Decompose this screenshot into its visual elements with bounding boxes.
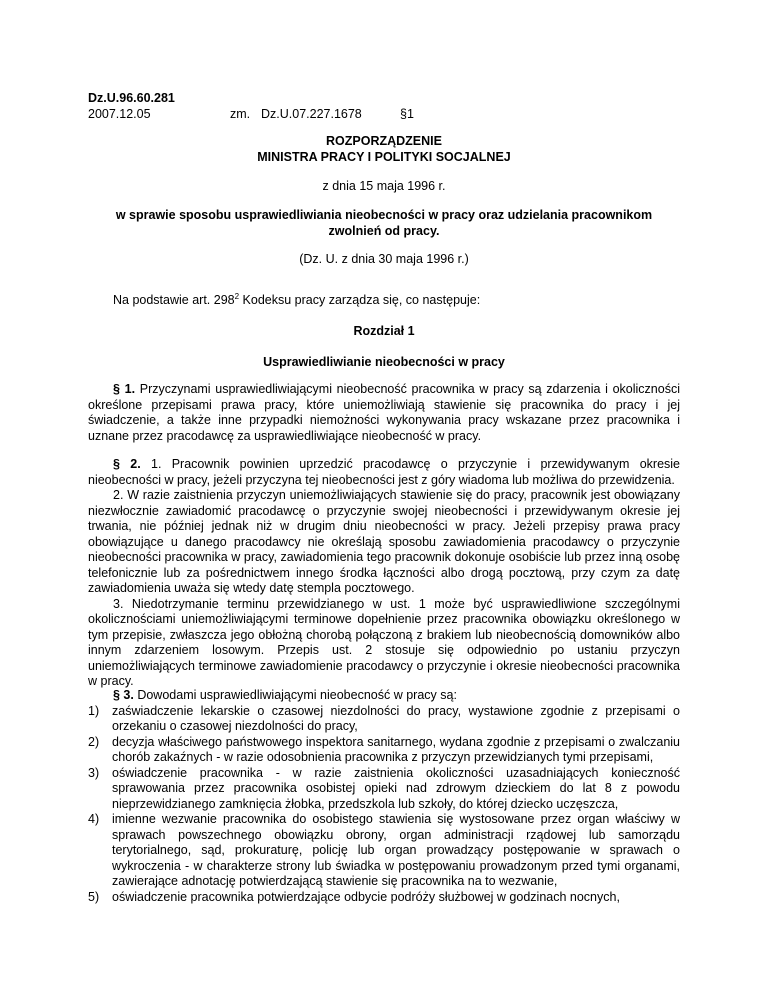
- preamble: [113, 292, 480, 308]
- subject-line-1: w sprawie sposobu usprawiedliwiania nieobecności w pracy oraz udzielania pracownikom: [115, 208, 653, 222]
- section-2-mark: § 2.: [113, 457, 141, 471]
- list-item-text: imienne wezwanie pracownika do osobistego stawienia się wystosowane przez organ właściwy w sprawach powszechnego obowiązku obrony, organ administracji rządowej lub samorządu terytorialnego, sąd, prokuraturę, policję lub organ prowadzący postępowanie w sprawach o wykroczenia - w charakterze strony lub świadka w postępowaniu prowadzonym przed tymi organami, zawierające adnotację potwierdzającą stawienie się pracownika na to wezwanie,: [112, 812, 680, 888]
- issue-date: z dnia 15 maja 1996 r.: [322, 179, 446, 193]
- list-item-number: 5): [88, 889, 100, 904]
- section-2-para-2: 2. W razie zaistnienia przyczyn uniemożliwiających stawienie się do pracy, pracownik jest obowiązany niezwłocznie zawiadomić pracodawcę o przyczynie swojej nieobecności i przewidywanym okresie jej trwania, nie później jednak niż w drugim dniu nieobecności w pracy. Jeżeli przepisy prawa pracy obowiązujące u danego pracodawcy nie określają sposobu zawiadomienia pracodawcy o przyczynie nieobecności pracownika w pracy, zawiadomienia tego pracownik dokonuje osobiście lub przez inną osobę telefonicznie lub za pośrednictwem innego środka łączności albo drogą pocztową, przy czym za datę zawiadomienia uważa się wtedy datę stempla pocztowego.: [88, 488, 680, 595]
- preamble-after: Kodeksu pracy zarządza się, co następuje:: [239, 293, 481, 307]
- list-item-number: 2): [88, 734, 100, 749]
- section-2-para-1: 1. Pracownik powinien uprzedzić pracodawcę o przyczynie i przewidywanym okresie nieobecności w pracy, jeżeli przyczyna tej nieobecności jest z góry wiadoma lub możliwa do przewidzenia.: [88, 457, 680, 487]
- chapter-title: Usprawiedliwianie nieobecności w pracy: [263, 355, 505, 369]
- publication-info: (Dz. U. z dnia 30 maja 1996 r.): [299, 252, 469, 266]
- section-2: [88, 457, 680, 690]
- preamble-before: Na podstawie art. 298: [113, 293, 235, 307]
- list-item: [88, 890, 680, 906]
- section-1-mark: § 1.: [113, 382, 136, 396]
- consolidation-date: 2007.12.05: [88, 107, 151, 121]
- section-1-text: Przyczynami usprawiedliwiającymi nieobecność pracownika w pracy są zdarzenia i okoliczności określone przepisami prawa pracy, które uniemożliwiają stawienie się pracownika do pracy i jej świadczenie, a także inne przypadki niemożności wykonywania pracy wskazane przez pracownika i uznane przez pracodawcę za usprawiedliwiające nieobecność w pracy.: [88, 382, 680, 443]
- list-item: [88, 766, 680, 813]
- list-item: [88, 704, 680, 735]
- amendment-reference: Dz.U.07.227.1678: [261, 107, 362, 121]
- list-item-number: 1): [88, 703, 100, 718]
- list-item: [88, 735, 680, 766]
- list-item: [88, 812, 680, 890]
- section-3-intro: Dowodami usprawiedliwiającymi nieobecność w pracy są:: [133, 688, 457, 702]
- list-item-number: 4): [88, 812, 100, 826]
- subject-line-2: zwolnień od pracy.: [328, 224, 440, 238]
- document-type: ROZPORZĄDZENIE: [326, 134, 442, 148]
- section-3-mark: § 3.: [113, 688, 134, 702]
- amended-section: §1: [400, 107, 414, 121]
- section-3: [88, 688, 680, 905]
- chapter-label: Rozdział 1: [353, 324, 415, 338]
- list-item-number: 3): [88, 765, 100, 780]
- list-item-text: decyzja właściwego państwowego inspektora sanitarnego, wydana zgodnie z przepisami o zwalczaniu chorób zakaźnych - w razie odosobnienia pracownika z przyczyn przewidzianych tymi przepisami,: [112, 734, 680, 764]
- preamble-superscript: 2: [234, 291, 240, 301]
- list-item-text: zaświadczenie lekarskie o czasowej niezdolności do pracy, wystawione zgodnie z przepisami o orzekaniu o czasowej niezdolności do pracy,: [112, 703, 680, 733]
- journal-reference: Dz.U.96.60.281: [88, 91, 175, 105]
- list-item-text: oświadczenie pracownika - w razie zaistnienia okoliczności uzasadniających konieczność sprawowania przez pracownika osobistej opieki nad zdrowym dzieckiem do lat 8 z powodu nieprzewidzianego zamknięcia żłobka, przedszkola lub szkoły, do której dziecko uczęszcza,: [112, 765, 680, 811]
- section-1: [88, 382, 680, 444]
- section-2-para-3: 3. Niedotrzymanie terminu przewidzianego w ust. 1 może być usprawiedliwione szczególnymi okolicznościami uniemożliwiającymi terminowe dopełnienie przez pracownika obowiązku określonego w tym przepisie, zwłaszcza jego obłożną chorobą połączoną z brakiem lub nieobecnością domowników albo innym zdarzeniem losowym. Przepis ust. 2 stosuje się odpowiednio po ustaniu przyczyn uniemożliwiających terminowe zawiadomienie pracodawcy o przyczynie i okresie nieobecności pracownika w pracy.: [88, 596, 680, 688]
- issuing-authority: MINISTRA PRACY I POLITYKI SOCJALNEJ: [257, 150, 511, 164]
- list-item-text: oświadczenie pracownika potwierdzające odbycie podróży służbowej w godzinach nocnych,: [112, 889, 620, 904]
- amendment-prefix: zm.: [230, 107, 251, 121]
